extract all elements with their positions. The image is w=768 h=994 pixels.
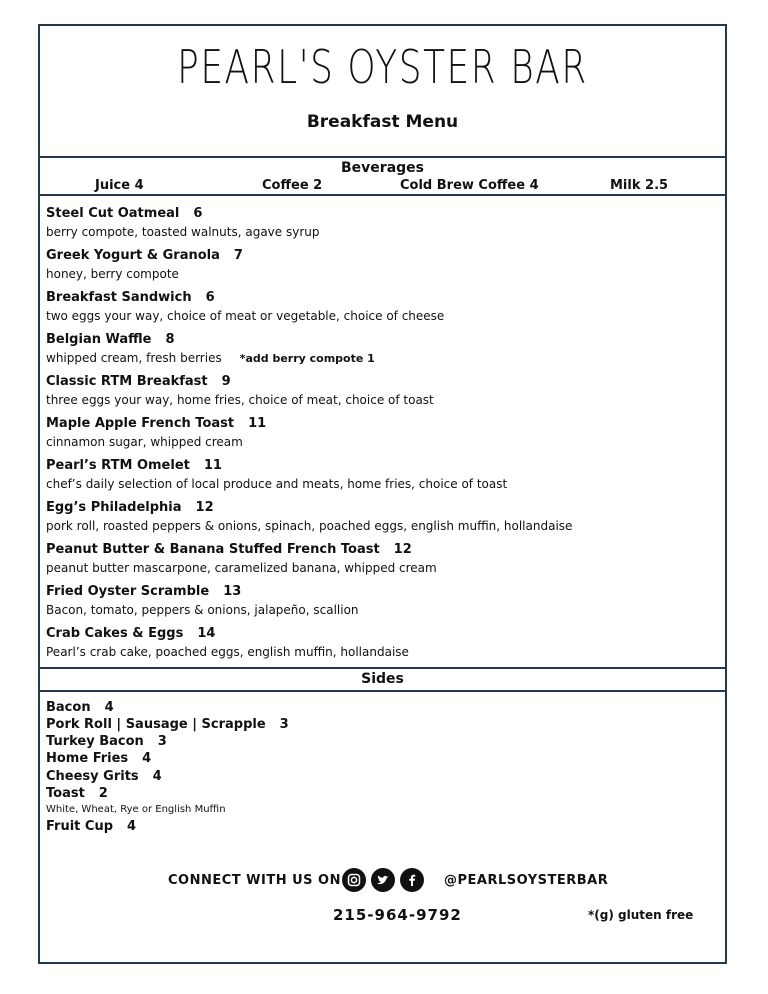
side-item (46, 769, 162, 784)
side-item (46, 734, 167, 749)
social-icons (342, 868, 424, 892)
item-description: two eggs your way, choice of meat or vegetable, choice of cheese (46, 309, 445, 323)
item-name: Breakfast Sandwich (46, 290, 192, 305)
menu-item (46, 458, 507, 491)
item-price: 12 (195, 500, 214, 515)
menu-item (46, 374, 434, 407)
side-price: 3 (157, 734, 167, 749)
item-price: 12 (393, 542, 412, 557)
item-description: whipped cream, fresh berries (46, 351, 222, 365)
item-name: Belgian Waffle (46, 332, 152, 347)
menu-item (46, 332, 375, 365)
facebook-icon[interactable] (400, 868, 424, 892)
item-price: 6 (193, 206, 203, 221)
instagram-icon[interactable] (342, 868, 366, 892)
beverage-juice: Juice 4 (95, 178, 144, 193)
side-item (46, 717, 289, 732)
item-price: 6 (205, 290, 215, 305)
menu-subtitle: Breakfast Menu (306, 112, 459, 132)
item-addon: *add berry compote 1 (239, 352, 375, 365)
side-name: Fruit Cup (46, 819, 114, 834)
side-name: Turkey Bacon (46, 734, 144, 749)
menu-item (46, 206, 319, 239)
side-item (46, 700, 114, 715)
divider (40, 667, 725, 669)
divider (40, 156, 725, 158)
item-description: honey, berry compote (46, 267, 179, 281)
side-name: Toast (46, 786, 85, 801)
item-name: Fried Oyster Scramble (46, 584, 210, 599)
side-name: Bacon (46, 700, 91, 715)
sides-title: Sides (361, 671, 404, 687)
side-name: Pork Roll | Sausage | Scrapple (46, 717, 266, 732)
item-name: Maple Apple French Toast (46, 416, 235, 431)
menu-frame (38, 24, 727, 964)
restaurant-title: PEARL'S OYSTER BAR (177, 40, 588, 94)
side-price: 4 (142, 751, 152, 766)
item-description: Pearl’s crab cake, poached eggs, english muffin, hollandaise (46, 645, 409, 659)
item-price: 9 (221, 374, 231, 389)
toast-note: White, Wheat, Rye or English Muffin (46, 804, 226, 815)
item-description: peanut butter mascarpone, caramelized banana, whipped cream (46, 561, 437, 575)
side-name: Cheesy Grits (46, 769, 139, 784)
side-name: Home Fries (46, 751, 129, 766)
twitter-icon[interactable] (371, 868, 395, 892)
menu-item (46, 290, 444, 323)
beverage-coffee: Coffee 2 (262, 178, 323, 193)
item-name: Pearl’s RTM Omelet (46, 458, 190, 473)
item-name: Greek Yogurt & Granola (46, 248, 220, 263)
divider (40, 194, 725, 196)
item-name: Peanut Butter & Banana Stuffed French Toast (46, 542, 380, 557)
item-price: 14 (197, 626, 216, 641)
menu-item (46, 500, 572, 533)
item-description: cinnamon sugar, whipped cream (46, 435, 243, 449)
item-name: Crab Cakes & Eggs (46, 626, 184, 641)
social-handle[interactable]: @PEARLSOYSTERBAR (444, 873, 609, 888)
beverages-title: Beverages (341, 160, 424, 176)
side-item (46, 786, 108, 801)
item-price: 8 (165, 332, 175, 347)
item-name: Steel Cut Oatmeal (46, 206, 180, 221)
phone-number[interactable]: 215-964-9792 (333, 906, 462, 924)
side-price: 3 (279, 717, 289, 732)
item-price: 11 (248, 416, 267, 431)
item-description: chef’s daily selection of local produce and meats, home fries, choice of toast (46, 477, 508, 491)
item-description: three eggs your way, home fries, choice of meat, choice of toast (46, 393, 434, 407)
side-price: 4 (104, 700, 114, 715)
side-price: 4 (152, 769, 162, 784)
beverage-cold-brew: Cold Brew Coffee 4 (400, 178, 539, 193)
item-price: 7 (233, 248, 243, 263)
side-price: 2 (98, 786, 108, 801)
item-name: Egg’s Philadelphia (46, 500, 182, 515)
item-description: Bacon, tomato, peppers & onions, jalapeño, scallion (46, 603, 359, 617)
item-price: 11 (203, 458, 222, 473)
divider (40, 690, 725, 692)
menu-item (46, 542, 437, 575)
side-item (46, 751, 151, 766)
item-description: pork roll, roasted peppers & onions, spinach, poached eggs, english muffin, hollandaise (46, 519, 573, 533)
item-description: berry compote, toasted walnuts, agave syrup (46, 225, 320, 239)
menu-item (46, 626, 409, 659)
side-price: 4 (127, 819, 137, 834)
connect-label: CONNECT WITH US ON (168, 873, 341, 888)
item-name: Classic RTM Breakfast (46, 374, 208, 389)
menu-item (46, 416, 266, 449)
menu-item (46, 584, 359, 617)
beverage-milk: Milk 2.5 (610, 178, 669, 193)
item-price: 13 (223, 584, 242, 599)
gluten-free-note: *(g) gluten free (588, 908, 694, 922)
side-item (46, 819, 136, 834)
menu-item (46, 248, 243, 281)
